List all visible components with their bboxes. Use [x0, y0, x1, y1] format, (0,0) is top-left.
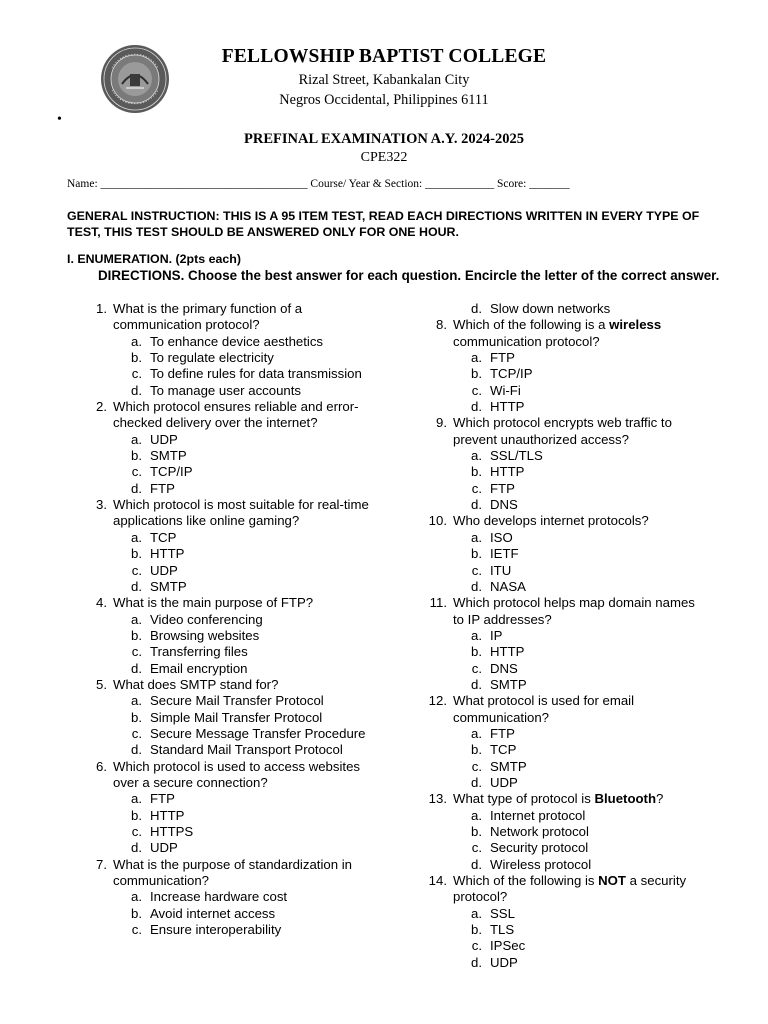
choice-letter: c. — [471, 382, 482, 398]
question-text: What protocol is used for email communication? — [453, 693, 635, 725]
choice-a[interactable] — [408, 906, 708, 922]
choice-b[interactable] — [67, 350, 377, 366]
choice-letter: d. — [131, 742, 142, 758]
question-text: Which protocol helps map domain names to IP addresses? — [453, 595, 695, 627]
choice-letter: d. — [471, 399, 482, 415]
choice-letter: a. — [131, 693, 142, 709]
choice-text: Transferring files — [150, 644, 248, 660]
choice-d[interactable] — [67, 840, 377, 856]
question-number: 13. — [428, 791, 447, 807]
choice-d[interactable] — [408, 301, 708, 317]
choice-d[interactable] — [67, 742, 377, 758]
choice-letter: a. — [131, 889, 142, 905]
choice-letter: a. — [131, 529, 142, 545]
choice-letter: b. — [471, 366, 482, 382]
section-title: I. ENUMERATION. (2pts each) — [67, 252, 241, 266]
bullet-mark: • — [57, 112, 62, 127]
choice-text: FTP — [490, 725, 515, 741]
choice-text: ISO — [490, 529, 513, 545]
choice-c[interactable] — [408, 563, 708, 579]
choice-b[interactable] — [67, 710, 377, 726]
choice-text: Secure Message Transfer Procedure — [150, 725, 366, 741]
choice-letter: a. — [471, 448, 482, 464]
choice-text: IP — [490, 627, 503, 643]
choice-letter: b. — [471, 546, 482, 562]
choice-text: FTP — [490, 350, 515, 366]
question-5 — [67, 677, 377, 693]
choice-a[interactable] — [67, 693, 377, 709]
choice-b[interactable] — [67, 546, 377, 562]
choice-text: UDP — [490, 954, 518, 970]
choice-c[interactable] — [408, 661, 708, 677]
choice-letter: b. — [131, 448, 142, 464]
choice-a[interactable] — [67, 791, 377, 807]
choice-text: IETF — [490, 546, 519, 562]
question-11 — [408, 595, 708, 628]
choice-a[interactable] — [67, 432, 377, 448]
choice-letter: d. — [471, 676, 482, 692]
choice-a[interactable] — [408, 448, 708, 464]
question-13 — [408, 791, 708, 807]
question-number: 1. — [96, 301, 107, 316]
question-number: 9. — [436, 415, 447, 431]
question-text: Which protocol encrypts web traffic to prevent unauthorized access? — [453, 415, 672, 447]
question-number: 3. — [96, 497, 107, 513]
choice-text: TCP — [490, 742, 517, 758]
question-number: 4. — [96, 595, 107, 611]
choice-letter: a. — [131, 791, 142, 807]
choice-text: HTTP — [490, 464, 525, 480]
question-text: What is the primary function of a communication protocol? — [113, 301, 303, 333]
choice-text: To manage user accounts — [150, 382, 302, 398]
choice-letter: b. — [131, 807, 142, 823]
choice-text: IPSec — [490, 938, 526, 954]
choice-letter: b. — [471, 742, 482, 758]
choice-c[interactable] — [408, 481, 708, 497]
question-6 — [67, 759, 377, 792]
choice-text: To regulate electricity — [150, 350, 274, 366]
question-10 — [408, 513, 708, 529]
question-number: 6. — [96, 758, 107, 774]
choice-b[interactable] — [408, 922, 708, 938]
choice-letter: c. — [471, 758, 482, 774]
choice-b[interactable] — [408, 824, 708, 840]
choice-text: TCP — [150, 529, 177, 545]
choice-d[interactable] — [408, 955, 708, 971]
exam-title: PREFINAL EXAMINATION A.Y. 2024-2025 — [244, 131, 524, 147]
choice-letter: c. — [131, 824, 142, 839]
choice-text: HTTP — [490, 644, 525, 660]
choice-a[interactable] — [67, 334, 377, 350]
choice-a[interactable] — [67, 612, 377, 628]
choice-d[interactable] — [67, 661, 377, 677]
choice-letter: c. — [471, 660, 482, 676]
choice-text: SMTP — [150, 578, 187, 594]
choice-letter: b. — [471, 644, 482, 660]
emphasis-text: NOT — [598, 873, 626, 889]
choice-c[interactable] — [67, 922, 377, 938]
choice-c[interactable] — [67, 366, 377, 382]
choice-text: Standard Mail Transport Protocol — [150, 742, 343, 758]
questions-right-column — [408, 301, 708, 971]
choice-c[interactable] — [67, 563, 377, 579]
choice-letter: b. — [471, 464, 482, 480]
choice-text: FTP — [490, 480, 515, 496]
choice-b[interactable] — [67, 906, 377, 922]
choice-letter: d. — [471, 578, 482, 594]
question-number: 10. — [428, 513, 447, 529]
choice-text: FTP — [150, 791, 175, 807]
choice-letter: a. — [131, 431, 142, 447]
choice-b[interactable] — [67, 628, 377, 644]
question-number: 7. — [96, 856, 107, 872]
choice-letter: d. — [131, 840, 142, 856]
question-text: Which of the following is a wireless communication protocol? — [453, 317, 662, 349]
choice-text: To enhance device aesthetics — [150, 333, 324, 349]
question-2 — [67, 399, 377, 432]
choice-b[interactable] — [408, 644, 708, 660]
choice-text: Increase hardware cost — [150, 889, 288, 905]
choice-b[interactable] — [408, 464, 708, 480]
choice-letter: a. — [471, 627, 482, 643]
question-number: 2. — [96, 399, 107, 415]
choice-letter: d. — [131, 480, 142, 496]
question-text: Which of the following is NOT a security protocol? — [453, 873, 687, 905]
question-text: What is the main purpose of FTP? — [113, 595, 314, 611]
general-instruction: GENERAL INSTRUCTION: THIS IS A 95 ITEM TEST, READ EACH DIRECTIONS WRITTEN IN EVERY TYPE OF TEST, THIS TEST SHOULD BE ANSWERED ONLY FOR ONE HOUR. — [67, 209, 700, 239]
question-text: Who develops internet protocols? — [453, 513, 649, 529]
choice-letter: c. — [471, 938, 482, 954]
choice-text: Video conferencing — [150, 611, 263, 627]
choice-a[interactable] — [408, 628, 708, 644]
choice-text: UDP — [150, 840, 178, 856]
choice-text: TLS — [490, 922, 515, 938]
question-text: Which protocol is most suitable for real-time applications like online gaming? — [113, 497, 369, 529]
question-9 — [408, 415, 708, 448]
choice-letter: c. — [471, 840, 482, 856]
choice-text: Internet protocol — [490, 807, 586, 823]
choice-letter: c. — [131, 464, 142, 480]
choice-letter: d. — [471, 856, 482, 872]
choice-b[interactable] — [408, 546, 708, 562]
choice-text: Avoid internet access — [150, 905, 276, 921]
choice-letter: b. — [131, 546, 142, 562]
choice-text: ITU — [490, 562, 512, 578]
question-text: Which protocol is used to access websites over a secure connection? — [113, 758, 361, 790]
choice-letter: b. — [131, 350, 142, 366]
directions: DIRECTIONS. Choose the best answer for each question. Encircle the letter of the correct answer. — [98, 268, 720, 283]
question-text: What is the purpose of standardization in communication? — [113, 856, 352, 889]
choice-text: DNS — [490, 660, 518, 676]
choice-text: Secure Mail Transfer Protocol — [150, 693, 324, 709]
choice-d[interactable] — [67, 579, 377, 595]
choice-c[interactable] — [408, 938, 708, 954]
question-3 — [67, 497, 377, 530]
question-number: 11. — [429, 595, 447, 611]
choice-text: TCP/IP — [150, 464, 193, 480]
choice-text: SSL/TLS — [490, 448, 543, 464]
choice-a[interactable] — [408, 726, 708, 742]
choice-text: HTTP — [490, 399, 525, 415]
choice-a[interactable] — [67, 530, 377, 546]
choice-text: SMTP — [150, 448, 187, 464]
choice-text: SMTP — [490, 758, 527, 774]
choice-a[interactable] — [408, 530, 708, 546]
choice-text: TCP/IP — [490, 366, 533, 382]
choice-b[interactable] — [408, 742, 708, 758]
choice-text: FTP — [150, 480, 175, 496]
question-4 — [67, 595, 377, 611]
address-line-2: Negros Occidental, Philippines 6111 — [279, 92, 489, 108]
question-12 — [408, 693, 708, 726]
choice-letter: c. — [471, 562, 482, 578]
choice-d[interactable] — [408, 579, 708, 595]
choice-text: SSL — [490, 905, 515, 921]
choice-c[interactable] — [67, 644, 377, 660]
choice-letter: a. — [471, 350, 482, 366]
choice-text: Wireless protocol — [490, 856, 592, 872]
choice-b[interactable] — [67, 808, 377, 824]
question-text: Which protocol ensures reliable and error-checked delivery over the internet? — [113, 399, 359, 431]
question-number: 8. — [436, 317, 447, 333]
choice-text: UDP — [150, 562, 178, 578]
choice-text: Simple Mail Transfer Protocol — [150, 709, 323, 725]
choice-letter: d. — [131, 382, 142, 398]
question-8 — [408, 317, 708, 350]
student-info-line: Name: ____________________________________ Course/ Year & Section: ____________ Score: _______ — [67, 178, 570, 190]
choice-letter: a. — [471, 905, 482, 921]
address-line-1: Rizal Street, Kabankalan City — [298, 72, 470, 88]
choice-text: HTTP — [150, 807, 185, 823]
choice-letter: c. — [131, 725, 142, 741]
choice-letter: a. — [131, 333, 142, 349]
choice-letter: c. — [131, 644, 142, 660]
choice-text: UDP — [150, 431, 178, 447]
choice-text: NASA — [490, 578, 526, 594]
choice-text: Browsing websites — [150, 627, 260, 643]
choice-c[interactable] — [408, 759, 708, 775]
choice-letter: d. — [471, 954, 482, 970]
choice-letter: c. — [131, 922, 142, 938]
choice-c[interactable] — [67, 726, 377, 742]
choice-letter: b. — [131, 709, 142, 725]
choice-d[interactable] — [67, 481, 377, 497]
choice-text: Email encryption — [150, 660, 248, 676]
choice-text: Network protocol — [490, 824, 589, 839]
choice-d[interactable] — [408, 497, 708, 513]
choice-letter: b. — [131, 627, 142, 643]
choice-letter: d. — [131, 660, 142, 676]
choice-letter: b. — [131, 905, 142, 921]
question-number: 14. — [428, 873, 447, 889]
emphasis-text: Bluetooth — [594, 791, 656, 807]
choice-text: Ensure interoperability — [150, 922, 282, 938]
choice-d[interactable] — [408, 857, 708, 873]
choice-letter: b. — [471, 922, 482, 938]
question-number: 5. — [96, 676, 107, 692]
choice-d[interactable] — [67, 383, 377, 399]
choice-b[interactable] — [408, 366, 708, 382]
choice-letter: a. — [471, 807, 482, 823]
question-text: What type of protocol is Bluetooth? — [453, 791, 664, 807]
choice-text: To define rules for data transmission — [150, 366, 362, 382]
choice-text: HTTPS — [150, 824, 194, 839]
choice-letter: c. — [471, 480, 482, 496]
choice-text: DNS — [490, 497, 518, 513]
choice-letter: c. — [131, 562, 142, 578]
choice-letter: d. — [471, 497, 482, 513]
choice-letter: d. — [471, 301, 482, 316]
question-14 — [408, 873, 708, 906]
choice-text: HTTP — [150, 546, 185, 562]
course-code: CPE322 — [360, 150, 408, 165]
choice-b[interactable] — [67, 448, 377, 464]
choice-text: Slow down networks — [490, 301, 611, 316]
choice-letter: a. — [471, 529, 482, 545]
choice-letter: a. — [131, 611, 142, 627]
choice-d[interactable] — [408, 677, 708, 693]
choice-letter: d. — [131, 578, 142, 594]
question-number: 12. — [428, 693, 447, 709]
choice-c[interactable] — [408, 383, 708, 399]
choice-c[interactable] — [67, 824, 377, 840]
choice-text: Security protocol — [490, 840, 589, 856]
choice-a[interactable] — [408, 808, 708, 824]
choice-text: SMTP — [490, 676, 527, 692]
question-text: What does SMTP stand for? — [113, 676, 279, 692]
emphasis-text: wireless — [609, 317, 662, 333]
choice-letter: b. — [471, 824, 482, 839]
question-7 — [67, 857, 377, 890]
choice-letter: a. — [471, 725, 482, 741]
choice-letter: d. — [471, 774, 482, 790]
choice-d[interactable] — [408, 399, 708, 415]
choice-a[interactable] — [67, 889, 377, 905]
choice-c[interactable] — [67, 464, 377, 480]
choice-c[interactable] — [408, 840, 708, 856]
choice-letter: c. — [131, 366, 142, 382]
choice-text: Wi-Fi — [490, 382, 521, 398]
choice-a[interactable] — [408, 350, 708, 366]
questions-left-column — [67, 301, 377, 938]
question-1 — [67, 301, 377, 334]
college-name: FELLOWSHIP BAPTIST COLLEGE — [221, 46, 547, 67]
choice-d[interactable] — [408, 775, 708, 791]
choice-text: UDP — [490, 774, 518, 790]
